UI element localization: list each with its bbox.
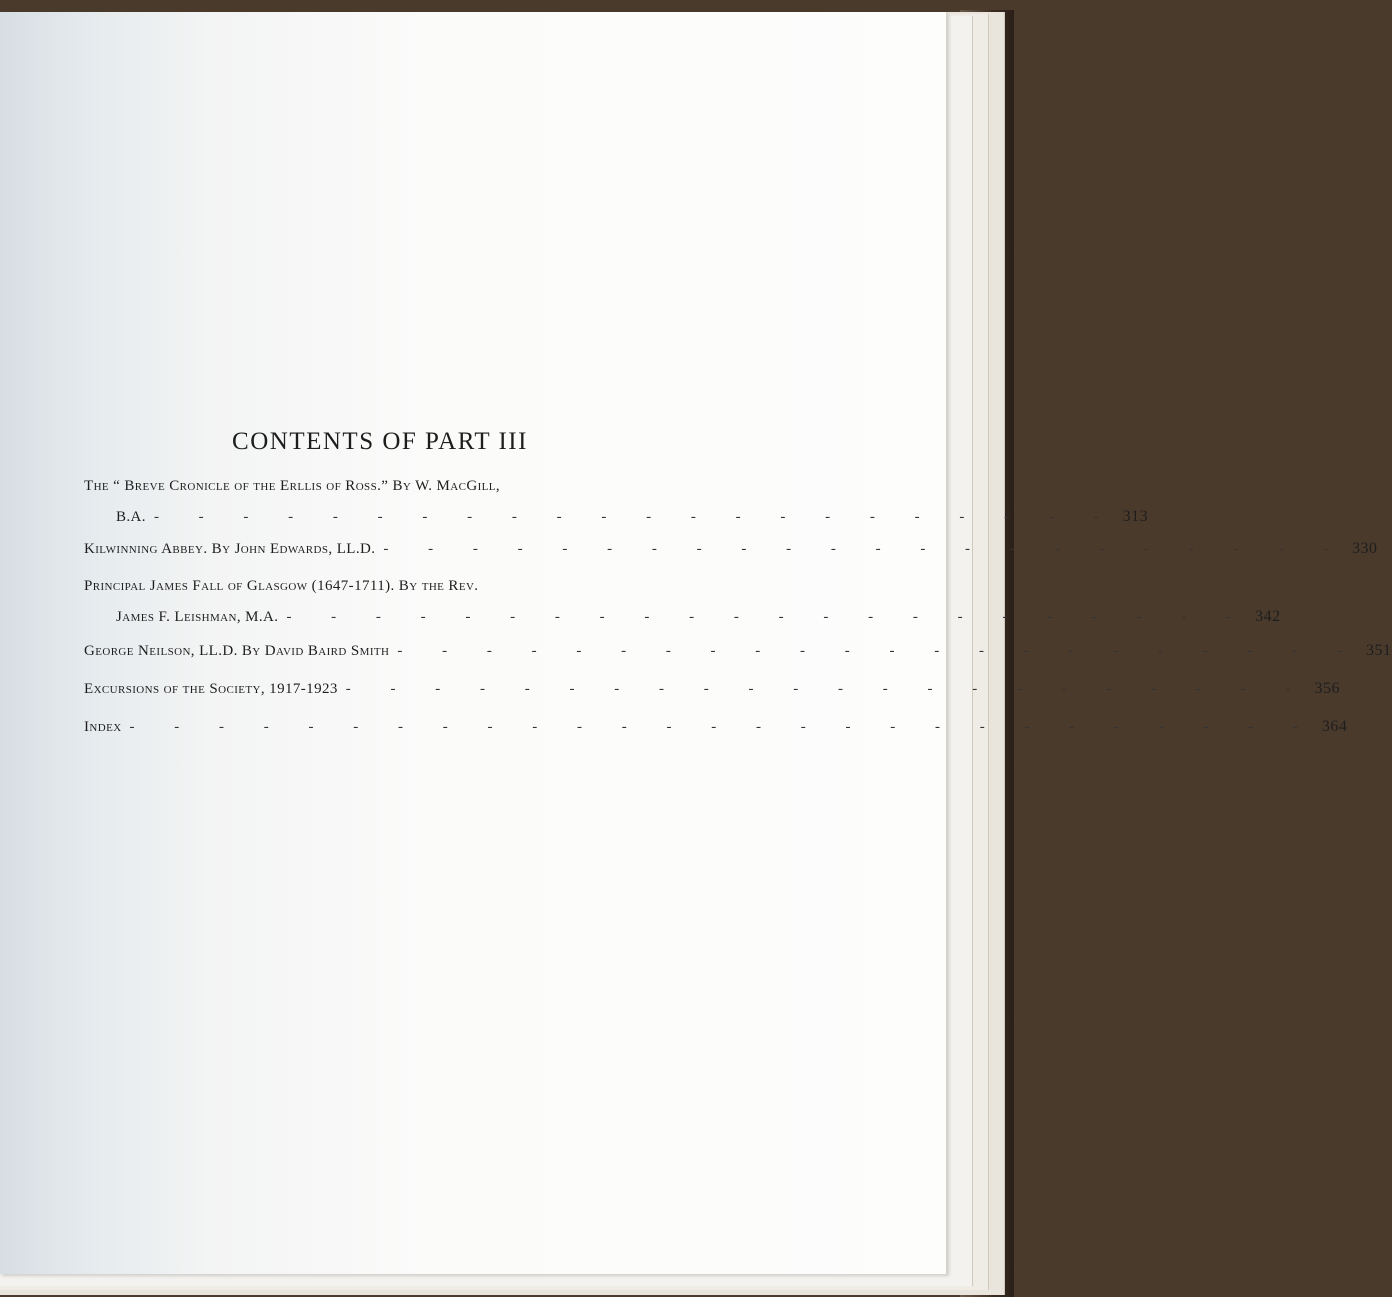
page-number: 364	[1321, 718, 1348, 735]
dot-leader: - - - - - - - - - - - - - - - - - - - - - -	[286, 609, 1250, 625]
dot-leader: - - - - - - - - - - - - - - - - - - - - - - - - - - -	[129, 719, 1316, 735]
toc-entry-title: Index	[84, 719, 122, 735]
page-number: 313	[1122, 508, 1149, 525]
toc-entry-principal-james-fall	[84, 578, 1281, 638]
toc-entry-title: Kilwinning Abbey. By John Edwards, LL.D.	[84, 541, 376, 557]
dot-leader: - - - - - - - - - - - - - - - - - - - - - -	[383, 541, 1347, 557]
toc-entry-title: Principal James Fall of Glasgow (1647-1711). By the Rev.	[84, 578, 479, 594]
toc-entry-title-continued: James F. Leishman, M.A.	[116, 609, 279, 625]
dot-leader: - - - - - - - - - - - - - - - - - - - - - -	[153, 509, 1117, 525]
dot-leader: - - - - - - - - - - - - - - - - - - - - - -	[397, 643, 1360, 659]
toc-entry-index	[84, 718, 1348, 748]
toc-entry-title-continued: B.A.	[116, 509, 146, 525]
dot-leader: - - - - - - - - - - - - - - - - - - - - - -	[345, 681, 1309, 697]
toc-entry-title: George Neilson, LL.D. By David Baird Smith	[84, 643, 390, 659]
contents-title: CONTENTS OF PART III	[232, 428, 528, 455]
toc-entry-george-neilson	[84, 642, 1392, 672]
toc-entry-breve-cronicle	[84, 478, 1149, 538]
page-number: 330	[1352, 540, 1378, 557]
toc-entry-kilwinning-abbey	[84, 540, 1378, 570]
page-number: 351	[1366, 642, 1392, 659]
toc-entry-title: The “ Breve Cronicle of the Erllis of Ross.” By W. MacGill,	[84, 478, 501, 494]
toc-entry-title: Excursions of the Society, 1917-1923	[84, 681, 338, 697]
page-number: 356	[1314, 680, 1340, 697]
page-number: 342	[1255, 608, 1281, 625]
toc-entry-excursions	[84, 680, 1340, 710]
